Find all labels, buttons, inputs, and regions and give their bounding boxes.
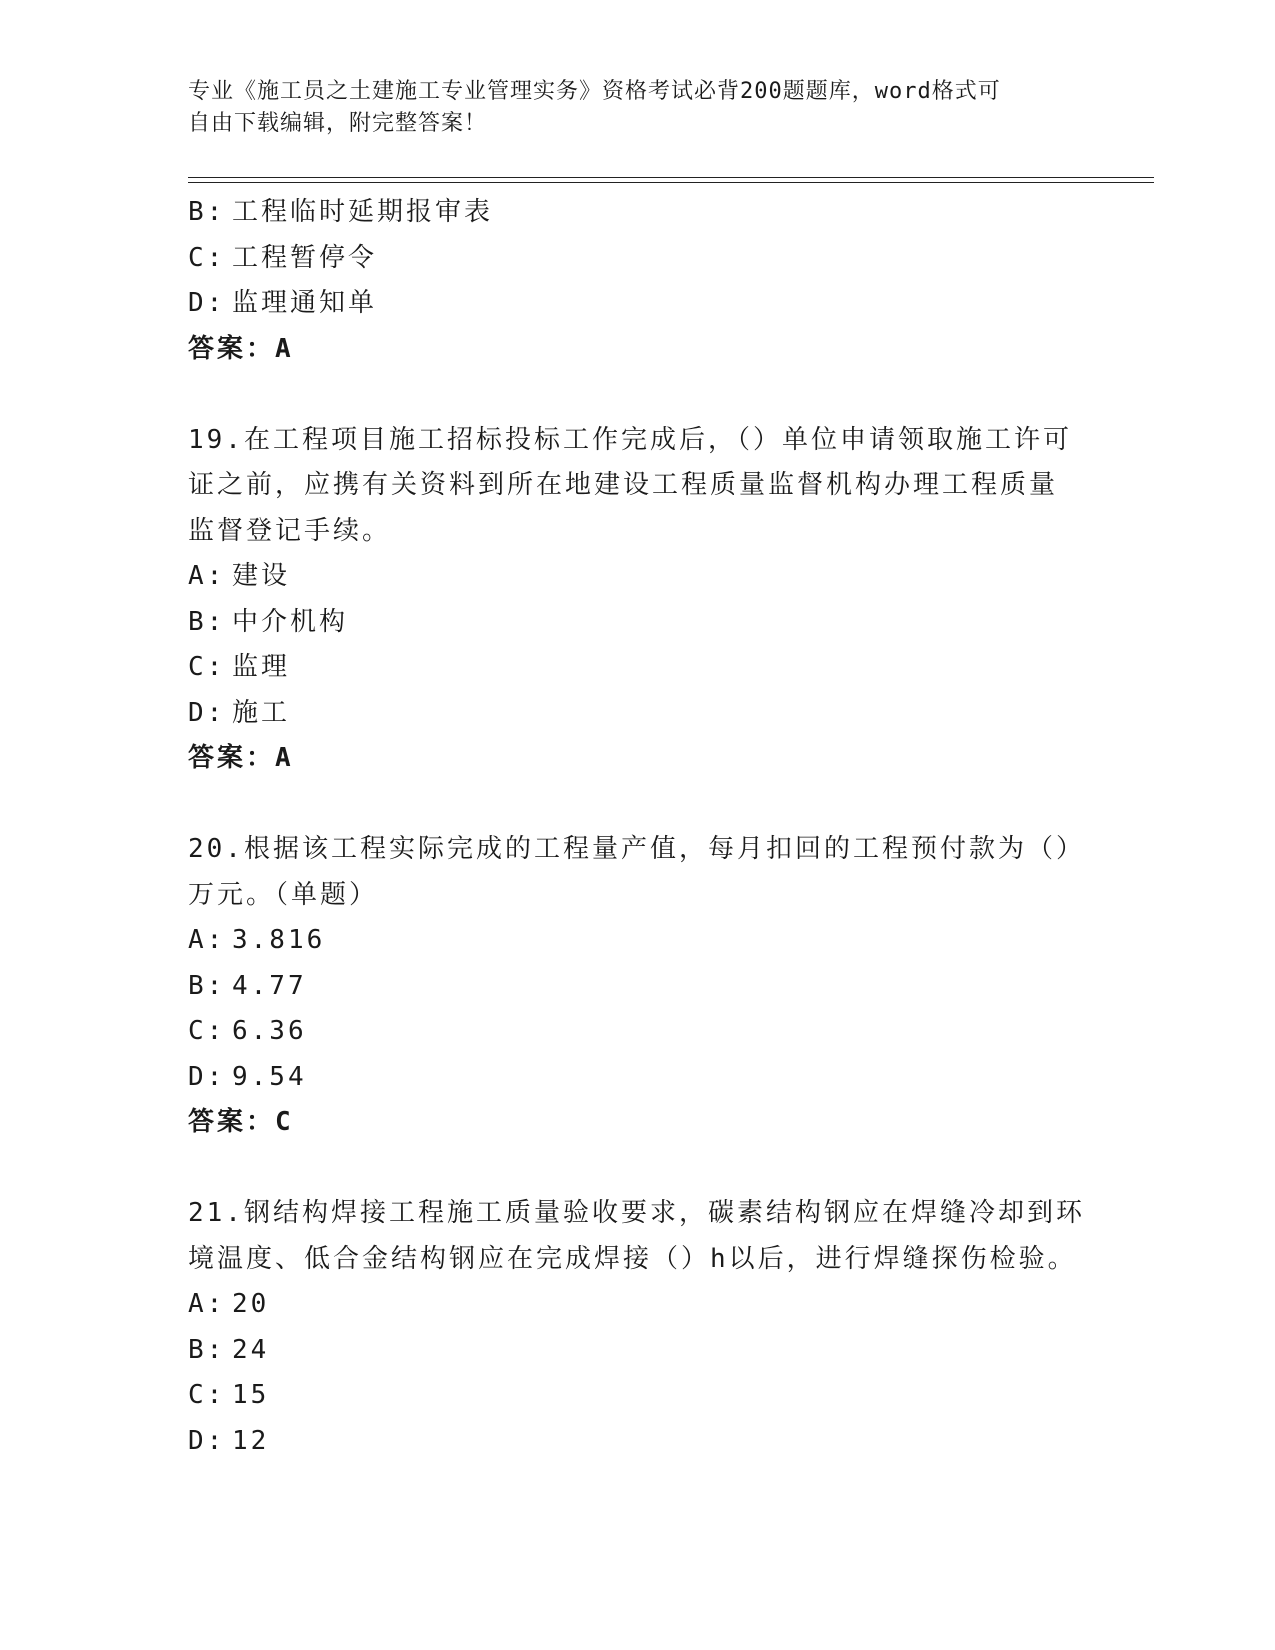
option-d — [188, 691, 1088, 737]
header-divider-top — [188, 177, 1154, 178]
option-text: 监理通知单 — [232, 288, 378, 318]
option-key: D: — [188, 1425, 226, 1456]
option-c — [188, 645, 1088, 691]
spacer — [188, 1146, 1088, 1192]
question-stem-line: 19.在工程项目施工招标投标工作完成后，（）单位申请领取施工许可 — [188, 424, 1072, 455]
option-key: D: — [188, 697, 226, 728]
option-d — [188, 1055, 1088, 1101]
header-line-1: 专业《施工员之土建施工专业管理实务》资格考试必背200题题库，word格式可 — [188, 79, 1001, 104]
question-stem-line: 监督登记手续。 — [188, 515, 392, 546]
question-18-continued — [188, 190, 1088, 372]
option-a — [188, 1282, 1088, 1328]
document-header — [188, 76, 1088, 140]
option-b — [188, 1328, 1088, 1374]
option-key: A: — [188, 925, 226, 955]
option-b — [188, 190, 1088, 236]
option-text: 工程临时延期报审表 — [232, 197, 494, 227]
option-a — [188, 554, 1088, 600]
answer-line: 答案：A — [188, 743, 294, 773]
option-key: C: — [188, 652, 226, 682]
document-body — [188, 190, 1088, 1464]
option-text: 15 — [232, 1380, 270, 1410]
question-stem-line: 境温度、低合金结构钢应在完成焊接（）h以后，进行焊缝探伤检验。 — [188, 1243, 1077, 1274]
question-20 — [188, 827, 1088, 1146]
option-b — [188, 964, 1088, 1010]
option-text: 监理 — [232, 652, 291, 682]
question-19 — [188, 418, 1088, 782]
option-text: 工程暂停令 — [232, 242, 378, 273]
answer-line: 答案：A — [188, 333, 294, 364]
option-c — [188, 236, 1088, 282]
option-c — [188, 1373, 1088, 1419]
option-text: 12 — [232, 1425, 270, 1456]
option-text: 施工 — [232, 697, 291, 728]
spacer — [188, 782, 1088, 828]
header-line-2: 自由下载编辑，附完整答案！ — [188, 111, 488, 136]
option-key: B: — [188, 606, 226, 637]
option-key: B: — [188, 1334, 226, 1365]
option-key: C: — [188, 1016, 226, 1046]
answer-line: 答案：C — [188, 1107, 294, 1137]
option-text: 6.36 — [232, 1016, 307, 1046]
option-key: C: — [188, 1380, 226, 1410]
option-key: B: — [188, 970, 226, 1001]
question-21 — [188, 1191, 1088, 1464]
option-text: 4.77 — [232, 970, 307, 1001]
option-text: 24 — [232, 1334, 270, 1365]
option-text: 20 — [232, 1289, 270, 1319]
option-text: 中介机构 — [232, 606, 349, 637]
option-key: A: — [188, 561, 226, 591]
option-key: A: — [188, 1289, 226, 1319]
option-d — [188, 1419, 1088, 1465]
option-key: D: — [188, 1061, 226, 1092]
header-divider-bottom — [188, 182, 1154, 183]
question-stem-line: 21.钢结构焊接工程施工质量验收要求，碳素结构钢应在焊缝冷却到环 — [188, 1198, 1085, 1228]
option-d — [188, 281, 1088, 327]
question-stem-line: 20.根据该工程实际完成的工程量产值，每月扣回的工程预付款为（） — [188, 834, 1085, 864]
option-key: D: — [188, 288, 226, 318]
option-key: B: — [188, 197, 226, 227]
option-c — [188, 1009, 1088, 1055]
option-text: 9.54 — [232, 1061, 307, 1092]
question-stem-line: 证之前，应携有关资料到所在地建设工程质量监督机构办理工程质量 — [188, 470, 1059, 500]
spacer — [188, 372, 1088, 418]
option-text: 建设 — [232, 561, 291, 591]
option-key: C: — [188, 242, 226, 273]
question-stem-line: 万元。（单题） — [188, 879, 379, 910]
option-b — [188, 600, 1088, 646]
option-a — [188, 918, 1088, 964]
option-text: 3.816 — [232, 925, 326, 955]
